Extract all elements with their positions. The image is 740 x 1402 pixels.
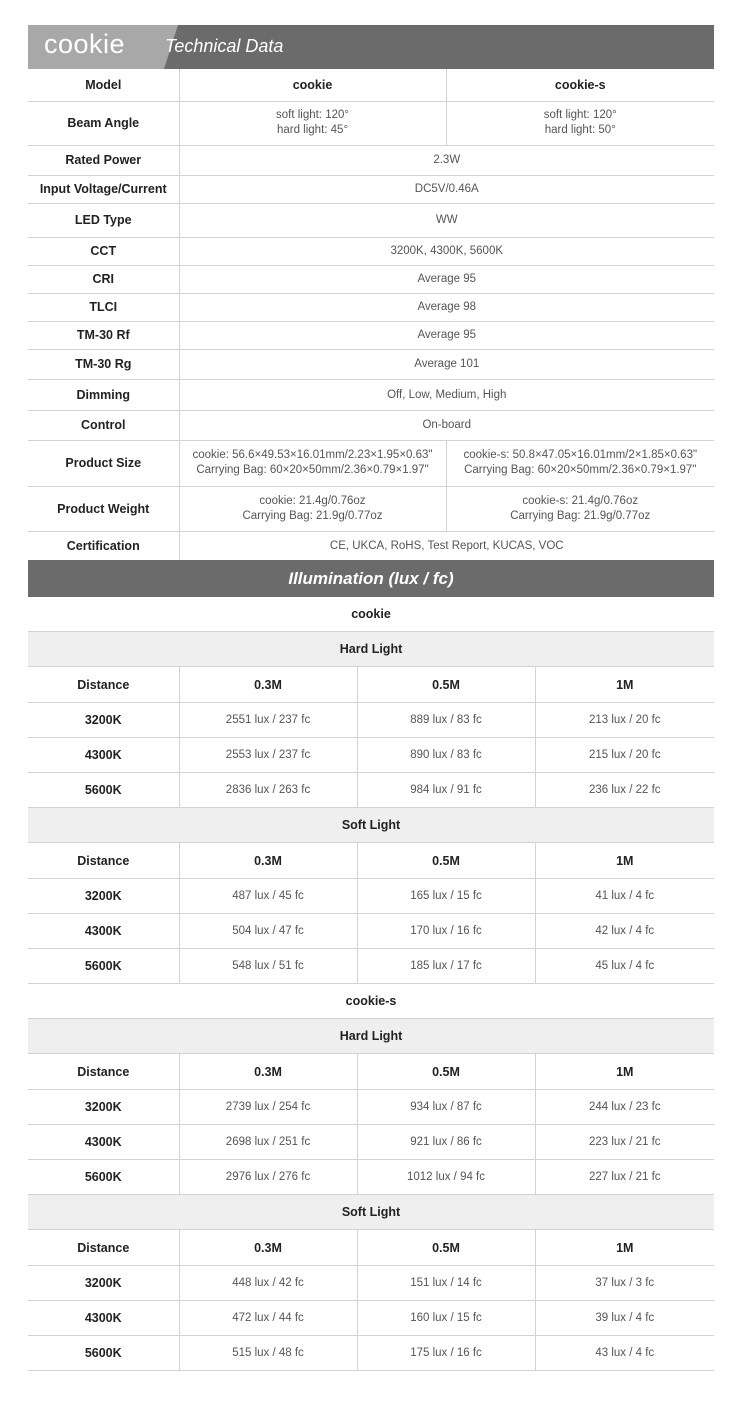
distance-1m: 1M bbox=[535, 1230, 714, 1266]
lux-value: 165 lux / 15 fc bbox=[357, 879, 535, 914]
lux-value: 42 lux / 4 fc bbox=[535, 914, 714, 949]
illum-table-cookie-soft bbox=[28, 843, 714, 984]
spec-value bbox=[179, 440, 446, 486]
cct-label: 5600K bbox=[28, 773, 179, 808]
distance-1m: 1M bbox=[535, 843, 714, 879]
lux-value: 921 lux / 86 fc bbox=[357, 1125, 535, 1160]
illum-table-cookie-s-soft bbox=[28, 1230, 714, 1371]
spec-value: Average 101 bbox=[179, 349, 714, 379]
lux-value: 1012 lux / 94 fc bbox=[357, 1160, 535, 1195]
lux-value: 236 lux / 22 fc bbox=[535, 773, 714, 808]
illumination-banner: Illumination (lux / fc) bbox=[28, 560, 714, 597]
hard-light-band: Hard Light bbox=[28, 1019, 714, 1054]
distance-0-3m: 0.3M bbox=[179, 1054, 357, 1090]
distance-0-3m: 0.3M bbox=[179, 667, 357, 703]
weight-bag: Carrying Bag: 21.9g/0.77oz bbox=[242, 509, 383, 522]
distance-label: Distance bbox=[28, 1054, 179, 1090]
cct-label: 4300K bbox=[28, 914, 179, 949]
spec-row-beam bbox=[28, 101, 714, 145]
size-bag: Carrying Bag: 60×20×50mm/2.36×0.79×1.97" bbox=[196, 464, 429, 476]
spec-value: DC5V/0.46A bbox=[179, 175, 714, 203]
table-row bbox=[28, 879, 714, 914]
lux-value: 890 lux / 83 fc bbox=[357, 738, 535, 773]
table-row bbox=[28, 1336, 714, 1371]
lux-value: 223 lux / 21 fc bbox=[535, 1125, 714, 1160]
lux-value: 2553 lux / 237 fc bbox=[179, 738, 357, 773]
spec-value bbox=[446, 486, 714, 531]
lux-value: 41 lux / 4 fc bbox=[535, 879, 714, 914]
distance-0-3m: 0.3M bbox=[179, 1230, 357, 1266]
beam-hard-cookie-s: hard light: 50° bbox=[544, 124, 616, 136]
illum-table-cookie-hard bbox=[28, 667, 714, 808]
lux-value: 185 lux / 17 fc bbox=[357, 949, 535, 984]
lux-value: 227 lux / 21 fc bbox=[535, 1160, 714, 1195]
distance-0-5m: 0.5M bbox=[357, 843, 535, 879]
spec-label: Model bbox=[28, 69, 179, 101]
lux-value: 160 lux / 15 fc bbox=[357, 1301, 535, 1336]
lux-value: 170 lux / 16 fc bbox=[357, 914, 535, 949]
lux-value: 504 lux / 47 fc bbox=[179, 914, 357, 949]
model-title-cookie-s: cookie-s bbox=[28, 984, 714, 1019]
lux-value: 2976 lux / 276 fc bbox=[179, 1160, 357, 1195]
lux-value: 889 lux / 83 fc bbox=[357, 703, 535, 738]
distance-header-row bbox=[28, 1230, 714, 1266]
distance-header-row bbox=[28, 1054, 714, 1090]
model-cookie: cookie bbox=[179, 69, 446, 101]
spec-row-rf bbox=[28, 321, 714, 349]
size-cookie-s: cookie-s: 50.8×47.05×16.01mm/2×1.85×0.63" bbox=[463, 449, 698, 461]
spec-row-model bbox=[28, 69, 714, 101]
lux-value: 37 lux / 3 fc bbox=[535, 1266, 714, 1301]
table-row bbox=[28, 949, 714, 984]
spec-label: Beam Angle bbox=[28, 101, 179, 145]
table-row bbox=[28, 1301, 714, 1336]
table-row bbox=[28, 738, 714, 773]
page-title: Technical Data bbox=[165, 36, 284, 56]
distance-0-5m: 0.5M bbox=[357, 1230, 535, 1266]
weight-bag: Carrying Bag: 21.9g/0.77oz bbox=[510, 509, 651, 522]
spec-value: 2.3W bbox=[179, 145, 714, 175]
spec-table bbox=[28, 69, 714, 560]
spec-row-weight bbox=[28, 486, 714, 531]
distance-header-row bbox=[28, 843, 714, 879]
cct-label: 4300K bbox=[28, 1301, 179, 1336]
spec-label: TM-30 Rg bbox=[28, 349, 179, 379]
lux-value: 175 lux / 16 fc bbox=[357, 1336, 535, 1371]
soft-light-band: Soft Light bbox=[28, 1195, 714, 1230]
spec-row-power bbox=[28, 145, 714, 175]
cct-label: 5600K bbox=[28, 1336, 179, 1371]
lux-value: 487 lux / 45 fc bbox=[179, 879, 357, 914]
lux-value: 151 lux / 14 fc bbox=[357, 1266, 535, 1301]
spec-value: Off, Low, Medium, High bbox=[179, 379, 714, 410]
spec-value: Average 95 bbox=[179, 265, 714, 293]
model-cookie-s: cookie-s bbox=[446, 69, 714, 101]
distance-0-5m: 0.5M bbox=[357, 1054, 535, 1090]
spec-value bbox=[179, 101, 446, 145]
lux-value: 45 lux / 4 fc bbox=[535, 949, 714, 984]
spec-value: On-board bbox=[179, 410, 714, 440]
spec-label: Product Weight bbox=[28, 486, 179, 531]
spec-value: WW bbox=[179, 203, 714, 237]
beam-soft-cookie: soft light: 120° bbox=[275, 109, 349, 121]
lux-value: 2836 lux / 263 fc bbox=[179, 773, 357, 808]
soft-light-band: Soft Light bbox=[28, 808, 714, 843]
spec-row-cct bbox=[28, 237, 714, 265]
spec-row-dimming bbox=[28, 379, 714, 410]
distance-0-3m: 0.3M bbox=[179, 843, 357, 879]
table-row bbox=[28, 914, 714, 949]
spec-value: 3200K, 4300K, 5600K bbox=[179, 237, 714, 265]
spec-label: Input Voltage/Current bbox=[28, 175, 179, 203]
model-title-cookie: cookie bbox=[28, 597, 714, 632]
lux-value: 548 lux / 51 fc bbox=[179, 949, 357, 984]
spec-sheet bbox=[28, 25, 714, 1371]
spec-label: LED Type bbox=[28, 203, 179, 237]
spec-row-cri bbox=[28, 265, 714, 293]
spec-label: Rated Power bbox=[28, 145, 179, 175]
distance-label: Distance bbox=[28, 843, 179, 879]
distance-label: Distance bbox=[28, 667, 179, 703]
cct-label: 4300K bbox=[28, 1125, 179, 1160]
table-row bbox=[28, 1090, 714, 1125]
table-row bbox=[28, 1160, 714, 1195]
table-row bbox=[28, 773, 714, 808]
hard-light-band: Hard Light bbox=[28, 632, 714, 667]
spec-row-input bbox=[28, 175, 714, 203]
lux-value: 213 lux / 20 fc bbox=[535, 703, 714, 738]
size-cookie: cookie: 56.6×49.53×16.01mm/2.23×1.95×0.63" bbox=[192, 449, 433, 461]
header-banner bbox=[28, 25, 714, 69]
spec-row-control bbox=[28, 410, 714, 440]
spec-row-led bbox=[28, 203, 714, 237]
spec-label: TLCI bbox=[28, 293, 179, 321]
spec-value: Average 95 bbox=[179, 321, 714, 349]
illum-table-cookie-s-hard bbox=[28, 1054, 714, 1195]
spec-row-cert bbox=[28, 531, 714, 560]
lux-value: 448 lux / 42 fc bbox=[179, 1266, 357, 1301]
spec-value bbox=[446, 440, 714, 486]
distance-1m: 1M bbox=[535, 667, 714, 703]
spec-label: Control bbox=[28, 410, 179, 440]
spec-value bbox=[179, 486, 446, 531]
table-row bbox=[28, 1125, 714, 1160]
cct-label: 5600K bbox=[28, 949, 179, 984]
spec-label: Dimming bbox=[28, 379, 179, 410]
weight-cookie-s: cookie-s: 21.4g/0.76oz bbox=[522, 494, 639, 507]
spec-value: Average 98 bbox=[179, 293, 714, 321]
spec-label: TM-30 Rf bbox=[28, 321, 179, 349]
cct-label: 5600K bbox=[28, 1160, 179, 1195]
lux-value: 2698 lux / 251 fc bbox=[179, 1125, 357, 1160]
cct-label: 4300K bbox=[28, 738, 179, 773]
lux-value: 215 lux / 20 fc bbox=[535, 738, 714, 773]
distance-header-row bbox=[28, 667, 714, 703]
spec-value: CE, UKCA, RoHS, Test Report, KUCAS, VOC bbox=[329, 539, 564, 552]
lux-value: 43 lux / 4 fc bbox=[535, 1336, 714, 1371]
lux-value: 515 lux / 48 fc bbox=[179, 1336, 357, 1371]
lux-value: 39 lux / 4 fc bbox=[535, 1301, 714, 1336]
cct-label: 3200K bbox=[28, 1090, 179, 1125]
table-row bbox=[28, 703, 714, 738]
spec-row-size bbox=[28, 440, 714, 486]
lux-value: 2739 lux / 254 fc bbox=[179, 1090, 357, 1125]
spec-label: Product Size bbox=[28, 440, 179, 486]
size-bag: Carrying Bag: 60×20×50mm/2.36×0.79×1.97" bbox=[464, 464, 697, 476]
cct-label: 3200K bbox=[28, 879, 179, 914]
distance-label: Distance bbox=[28, 1230, 179, 1266]
brand-logo: cookie bbox=[44, 29, 126, 59]
spec-label: Certification bbox=[28, 531, 179, 560]
cct-label: 3200K bbox=[28, 1266, 179, 1301]
spec-value bbox=[446, 101, 714, 145]
weight-cookie: cookie: 21.4g/0.76oz bbox=[259, 494, 366, 507]
cct-label: 3200K bbox=[28, 703, 179, 738]
distance-1m: 1M bbox=[535, 1054, 714, 1090]
lux-value: 472 lux / 44 fc bbox=[179, 1301, 357, 1336]
spec-label: CCT bbox=[28, 237, 179, 265]
lux-value: 984 lux / 91 fc bbox=[357, 773, 535, 808]
spec-label: CRI bbox=[28, 265, 179, 293]
lux-value: 2551 lux / 237 fc bbox=[179, 703, 357, 738]
spec-row-tlci bbox=[28, 293, 714, 321]
lux-value: 934 lux / 87 fc bbox=[357, 1090, 535, 1125]
spec-row-rg bbox=[28, 349, 714, 379]
lux-value: 244 lux / 23 fc bbox=[535, 1090, 714, 1125]
table-row bbox=[28, 1266, 714, 1301]
distance-0-5m: 0.5M bbox=[357, 667, 535, 703]
beam-soft-cookie-s: soft light: 120° bbox=[543, 109, 617, 121]
beam-hard-cookie: hard light: 45° bbox=[276, 124, 349, 136]
